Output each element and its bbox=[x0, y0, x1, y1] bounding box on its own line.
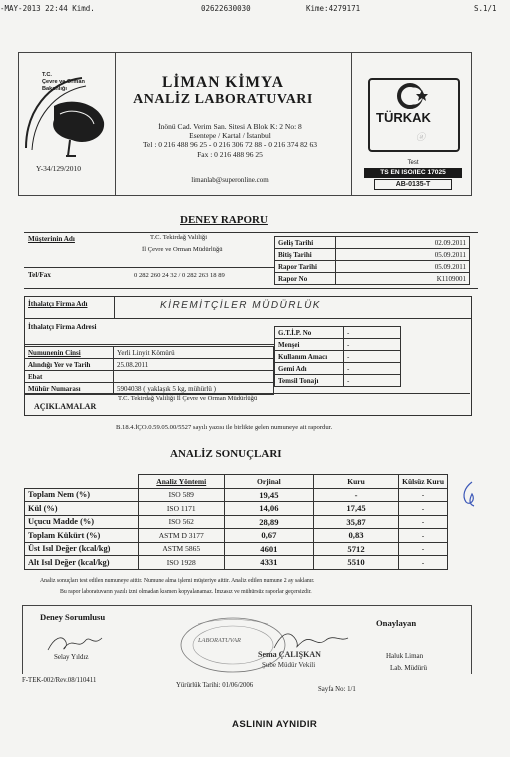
result-method: ISO 1928 bbox=[138, 556, 224, 570]
pen-mark-icon bbox=[458, 480, 480, 508]
result-ash-free: - bbox=[399, 542, 448, 556]
result-name: Uçucu Madde (%) bbox=[25, 515, 139, 529]
footnote-2: Bu rapor laboratuvarın yazılı izni olmadan kısmen kopyalanamaz. İmzasız ve mühürsüz raporlar geçersizdir. bbox=[60, 589, 312, 595]
shipment-table bbox=[274, 326, 401, 387]
result-original: 0,67 bbox=[224, 529, 313, 543]
ship-name-label: Gemi Adı bbox=[275, 363, 344, 375]
result-name: Toplam Nem (%) bbox=[25, 488, 139, 502]
sample-type: Yerli Linyit Kömürü bbox=[114, 347, 274, 359]
approver-title: Onaylayan bbox=[376, 618, 417, 628]
ministry-logo-line2: Çevre ve Orman bbox=[42, 79, 85, 85]
result-ash-free: - bbox=[399, 502, 448, 516]
header-method: Analiz Yöntemi bbox=[138, 475, 224, 489]
result-dry: 5510 bbox=[313, 556, 398, 570]
result-ash-free: - bbox=[399, 515, 448, 529]
importer-address-label: İthalatçı Firma Adresi bbox=[28, 323, 97, 331]
result-dry: 0,83 bbox=[313, 529, 398, 543]
result-method: ISO 1171 bbox=[138, 502, 224, 516]
accreditation-standard: TS EN ISO/IEC 17025 bbox=[364, 168, 462, 178]
stamp-role: Şube Müdür Vekili bbox=[262, 661, 316, 669]
result-original: 28,89 bbox=[224, 515, 313, 529]
turkak-text: TÜRKAK bbox=[376, 110, 431, 125]
sample-type-label: Numunenin Cinsi bbox=[25, 347, 114, 359]
origin-value: - bbox=[344, 339, 401, 351]
ministry-logo-line1: T.C. bbox=[42, 72, 52, 78]
tonnage-value: - bbox=[344, 375, 401, 387]
tester-name: Selay Yıldız bbox=[54, 653, 89, 661]
result-ash-free: - bbox=[399, 488, 448, 502]
fax-recipient: Kime:4279171 bbox=[306, 4, 361, 13]
customer-name-line2: İl Çevre ve Orman Müdürlüğü bbox=[142, 246, 223, 253]
table-row bbox=[25, 502, 448, 516]
approver-signature-icon bbox=[268, 626, 352, 656]
report-no: K1109001 bbox=[336, 273, 470, 285]
notes-line1: T.C. Tekirdağ Valiliği İl Çevre ve Orman Müdürlüğü bbox=[118, 395, 258, 402]
customer-tel-label: Tel/Fax bbox=[28, 271, 51, 279]
gtip-value: - bbox=[344, 327, 401, 339]
notes-line2: B.18.4.İÇO.0.59.05.00/5527 sayılı yazısı ile birlikte gelen numuneye ait rapordur. bbox=[116, 424, 333, 431]
result-name: Alt Isıl Değer (kcal/kg) bbox=[25, 556, 139, 570]
ministry-code: Y-34/129/2010 bbox=[36, 164, 81, 173]
result-dry: - bbox=[313, 488, 398, 502]
result-name: Kül (%) bbox=[25, 502, 139, 516]
lab-address-line1: İnönü Cad. Verim San. Sitesi A Blok K: 2 No: 8 bbox=[158, 122, 302, 131]
table-row bbox=[25, 488, 448, 502]
result-original: 19,45 bbox=[224, 488, 313, 502]
arrival-date-label: Geliş Tarihi bbox=[275, 237, 336, 249]
result-dry: 5712 bbox=[313, 542, 398, 556]
fax-number: 02622630030 bbox=[201, 4, 251, 13]
effective-date: Yürürlük Tarihi: 01/06/2006 bbox=[176, 682, 254, 689]
table-row bbox=[25, 556, 448, 570]
report-title: DENEY RAPORU bbox=[180, 214, 268, 226]
footnote-1: Analiz sonuçları test edilen numuneye aittir. Numune alma işlemi müşteriye aittir. Analiz edilen numune 2 ay saklanır. bbox=[40, 578, 315, 584]
report-date: 05.09.2011 bbox=[336, 261, 470, 273]
report-date-label: Rapor Tarihi bbox=[275, 261, 336, 273]
result-original: 14,06 bbox=[224, 502, 313, 516]
origin-label: Menşei bbox=[275, 339, 344, 351]
page-number: Sayfa No: 1/1 bbox=[318, 686, 356, 693]
fax-page: S.1/1 bbox=[474, 4, 497, 13]
result-dry: 35,87 bbox=[313, 515, 398, 529]
lab-name-line2: ANALİZ LABORATUVARI bbox=[133, 92, 313, 107]
lab-address-line2: Esentepe / Kartal / İstanbul bbox=[189, 131, 271, 141]
size-label: Ebat bbox=[25, 371, 114, 383]
table-row bbox=[25, 542, 448, 556]
approver-role: Lab. Müdürü bbox=[390, 664, 427, 672]
importer-firm-handwritten: KİREMİTÇİLER MÜDÜRLÜK bbox=[160, 300, 321, 311]
table-row bbox=[25, 515, 448, 529]
tester-title: Deney Sorumlusu bbox=[40, 612, 106, 622]
result-name: Toplam Kükürt (%) bbox=[25, 529, 139, 543]
ship-name-value: - bbox=[344, 363, 401, 375]
results-title: ANALİZ SONUÇLARI bbox=[170, 448, 282, 460]
customer-name-line1: T.C. Tekirdağ Valiliği bbox=[150, 234, 208, 241]
result-name: Üst Isıl Değer (kcal/kg) bbox=[25, 542, 139, 556]
header-ash-free-dry: Külsüz Kuru bbox=[399, 475, 448, 489]
result-method: ISO 562 bbox=[138, 515, 224, 529]
report-no-label: Rapor No bbox=[275, 273, 336, 285]
lab-phone: Tel : 0 216 488 96 25 - 0 216 306 72 88 - 0 216 374 82 63 bbox=[142, 140, 318, 150]
fax-date: -MAY-2013 22:44 Kimd. bbox=[0, 4, 95, 13]
result-original: 4331 bbox=[224, 556, 313, 570]
seal-no: 5904038 ( yaklaşık 5 kg, mühürlü ) bbox=[114, 383, 274, 395]
stamp-text: LABORATUVAR bbox=[198, 637, 241, 644]
turkak-logo: TÜRKAK ⓐ bbox=[368, 78, 460, 152]
lab-fax: Fax : 0 216 488 96 25 bbox=[197, 149, 263, 159]
result-original: 4601 bbox=[224, 542, 313, 556]
results-table bbox=[24, 474, 448, 570]
result-method: ASTM D 3177 bbox=[138, 529, 224, 543]
result-ash-free: - bbox=[399, 529, 448, 543]
header-original: Orjinal bbox=[224, 475, 313, 489]
sampling-place: 25.08.2011 bbox=[114, 359, 274, 371]
result-ash-free: - bbox=[399, 556, 448, 570]
customer-tel: 0 282 260 24 32 / 0 282 263 18 89 bbox=[134, 272, 225, 279]
certified-copy-stamp: ASLININ AYNIDIR bbox=[232, 719, 318, 730]
notes-label: AÇIKLAMALAR bbox=[34, 402, 97, 411]
completion-date-label: Bitiş Tarihi bbox=[275, 249, 336, 261]
stamp-name: Sema ÇALIŞKAN bbox=[258, 650, 321, 659]
accreditation-code: AB-0135-T bbox=[374, 179, 452, 190]
accreditation-label: Test bbox=[407, 160, 419, 166]
lab-name-line1: LİMAN KİMYA bbox=[162, 74, 284, 91]
importer-firm-label: İthalatçı Firma Adı bbox=[28, 300, 88, 308]
completion-date: 05.09.2011 bbox=[336, 249, 470, 261]
size-value bbox=[114, 371, 274, 383]
table-row bbox=[25, 529, 448, 543]
tonnage-label: Temsil Tonajı bbox=[275, 375, 344, 387]
customer-dates-table bbox=[274, 236, 470, 285]
sample-table bbox=[24, 346, 274, 395]
approver-name: Haluk Liman bbox=[386, 652, 424, 660]
usage-value: - bbox=[344, 351, 401, 363]
result-method: ASTM 5865 bbox=[138, 542, 224, 556]
ministry-logo-line3: Bakanlığı bbox=[42, 86, 67, 92]
header-dry: Kuru bbox=[313, 475, 398, 489]
customer-name-label: Müşterinin Adı bbox=[28, 235, 75, 243]
arrival-date: 02.09.2011 bbox=[336, 237, 470, 249]
ministry-logo bbox=[20, 62, 112, 160]
result-dry: 17,45 bbox=[313, 502, 398, 516]
lab-email: limanlab@superonline.com bbox=[191, 176, 269, 184]
result-method: ISO 589 bbox=[138, 488, 224, 502]
seal-no-label: Mühür Numarası bbox=[25, 383, 114, 395]
form-code: F-TEK-002/Rev.08/110411 bbox=[22, 677, 97, 684]
sampling-place-label: Alındığı Yer ve Tarih bbox=[25, 359, 114, 371]
usage-label: Kullanım Amacı bbox=[275, 351, 344, 363]
gtip-label: G.T.İ.P. No bbox=[275, 327, 344, 339]
